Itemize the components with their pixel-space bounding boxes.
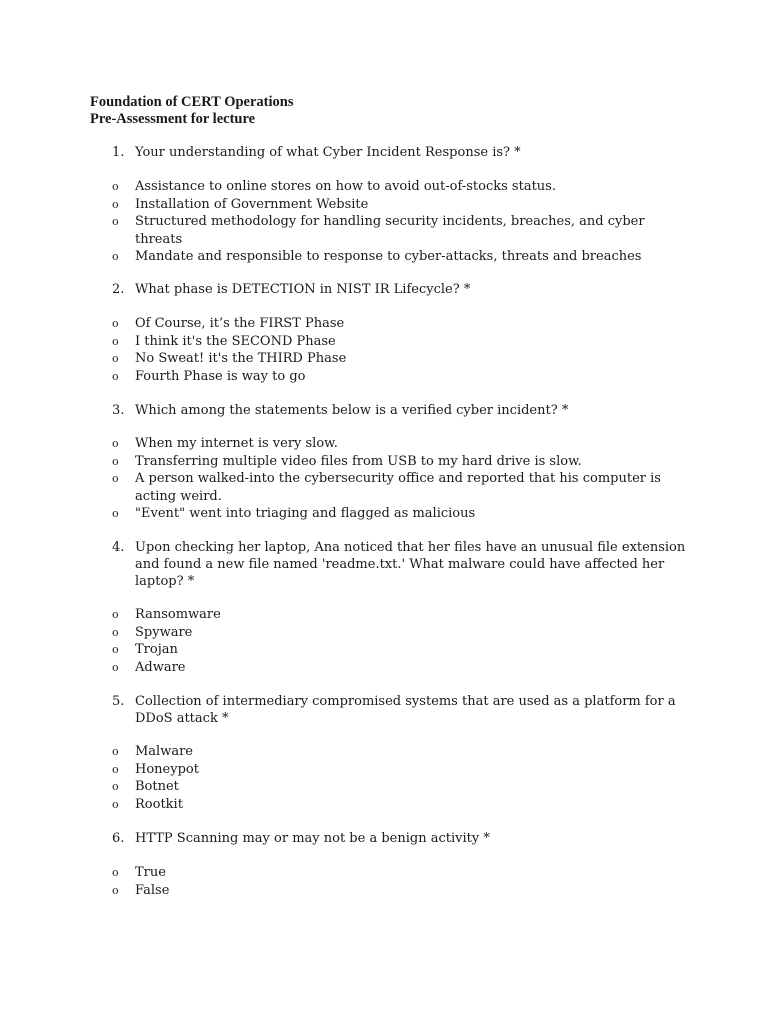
question-3 [112,402,692,419]
option-text: Ransomware [135,607,221,622]
bullet-icon: o [112,437,119,450]
question-number: 6. [112,831,125,846]
bullet-icon: o [112,762,119,776]
option-text: When my internet is very slow. [135,436,338,451]
option-item[interactable] [112,435,692,453]
bullet-icon: o [112,780,119,793]
option-item[interactable] [112,196,692,214]
question-text: Upon checking her laptop, Ana noticed that her files have an unusual file extension and found a new file named 'readme.txt.' What malware could have affected her laptop? * [135,540,686,589]
question-number: 4. [112,540,125,555]
question-number: 3. [112,403,125,418]
question-text: Which among the statements below is a verified cyber incident? * [135,403,569,418]
option-item[interactable] [112,213,692,248]
question-4-options [112,606,692,676]
option-item[interactable] [112,796,692,814]
option-item[interactable] [112,178,692,196]
question-3-options [112,435,692,523]
question-number: 5. [112,694,125,709]
question-6 [112,830,692,847]
question-1-options [112,178,692,266]
bullet-icon: o [112,334,119,348]
option-text: Mandate and responsible to response to cyber-attacks, threats and breaches [135,249,642,264]
option-item[interactable] [112,350,692,368]
bullet-icon: o [112,472,119,485]
bullet-icon: o [112,250,119,263]
document-subtitle: Pre-Assessment for lecture [90,111,256,127]
option-item[interactable] [112,333,692,351]
option-item[interactable] [112,315,692,333]
bullet-icon: o [112,317,119,330]
question-text: Collection of intermediary compromised systems that are used as a platform for a DDoS attack * [135,694,676,726]
option-item[interactable] [112,624,692,642]
question-2 [112,281,692,298]
option-text: True [135,865,166,880]
bullet-icon: o [112,197,119,211]
option-text: I think it's the SECOND Phase [135,333,336,349]
bullet-icon: o [112,608,119,621]
bullet-icon: o [112,352,119,365]
option-text: Of Course, it’s the FIRST Phase [135,316,345,331]
option-item[interactable] [112,659,692,677]
option-text: Fourth Phase is way to go [135,368,306,384]
bullet-icon: o [112,180,119,193]
option-text: Structured methodology for handling security incidents, breaches, and cyber threats [135,214,645,247]
option-item[interactable] [112,761,692,779]
option-item[interactable] [112,882,692,900]
option-item[interactable] [112,368,692,386]
bullet-icon: o [112,866,119,879]
question-2-options [112,315,692,385]
option-item[interactable] [112,743,692,761]
option-text: Adware [135,659,186,675]
question-5 [112,693,692,727]
option-item[interactable] [112,470,692,505]
question-number: 2. [112,282,125,297]
bullet-icon: o [112,883,119,897]
question-text: Your understanding of what Cyber Incident Response is? * [135,145,521,160]
bullet-icon: o [112,660,119,674]
question-text: What phase is DETECTION in NIST IR Lifecycle? * [135,282,471,297]
bullet-icon: o [112,625,119,639]
option-text: A person walked-into the cybersecurity office and reported that his computer is acting weird. [135,471,661,504]
option-text: Rootkit [135,796,183,812]
option-item[interactable] [112,778,692,796]
question-5-options [112,743,692,813]
option-item[interactable] [112,641,692,659]
option-text: Installation of Government Website [135,196,369,212]
option-item[interactable] [112,453,692,471]
option-text: Botnet [135,779,179,794]
question-text: HTTP Scanning may or may not be a benign activity * [135,831,490,846]
bullet-icon: o [112,797,119,811]
option-text: Transferring multiple video files from USB to my hard drive is slow. [135,453,582,469]
option-item[interactable] [112,864,692,882]
bullet-icon: o [112,369,119,383]
option-text: Malware [135,744,194,759]
bullet-icon: o [112,507,119,520]
option-item[interactable] [112,248,692,266]
option-text: Honeypot [135,761,199,777]
option-item[interactable] [112,505,692,523]
option-text: No Sweat! it's the THIRD Phase [135,351,347,366]
option-text: Assistance to online stores on how to avoid out-of-stocks status. [135,179,556,194]
bullet-icon: o [112,643,119,656]
question-4 [112,539,692,590]
bullet-icon: o [112,745,119,758]
bullet-icon: o [112,215,119,228]
option-text: "Event" went into triaging and flagged as malicious [135,506,476,521]
document-title: Foundation of CERT Operations [90,94,294,110]
question-6-options [112,864,692,899]
question-number: 1. [112,145,125,160]
option-text: False [135,882,170,898]
bullet-icon: o [112,454,119,468]
option-text: Spyware [135,624,193,640]
option-text: Trojan [135,642,178,657]
question-1 [112,144,692,161]
option-item[interactable] [112,606,692,624]
